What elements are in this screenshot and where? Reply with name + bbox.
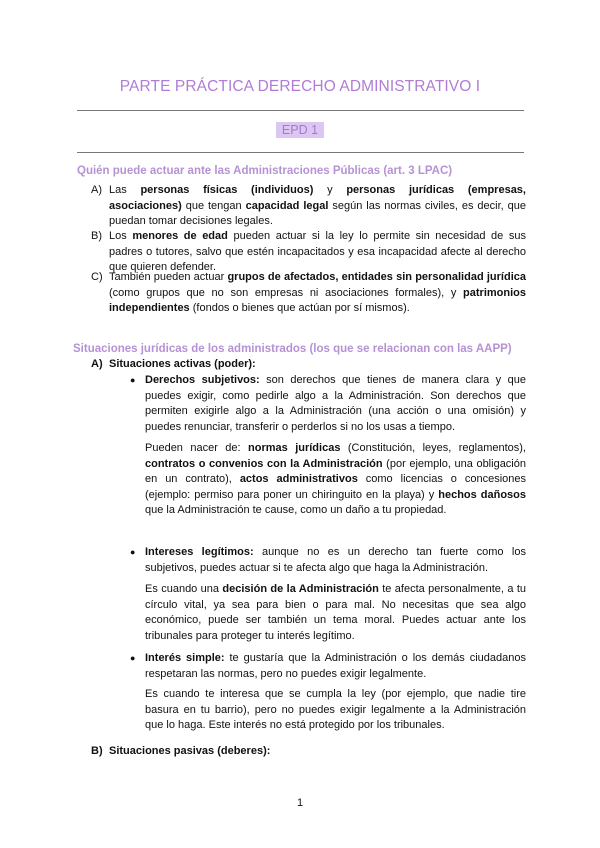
bullet-icon: ● <box>130 547 136 557</box>
bullet-icon: ● <box>130 375 136 385</box>
paragraph: Es cuando te interesa que se cumpla la ley (por ejemplo, que nadie tire basura en tu barrio), pero no puedes exigir legalmente a la Administración que lo haga. Este interés no está protegido por los tribunales. <box>145 688 526 731</box>
item-marker: B) <box>91 230 102 242</box>
subsection-marker: A) <box>91 358 103 370</box>
list-item: Derechos subjetivos: son derechos que tienes de manera clara y que puedes exigir, como pedirle algo a la Administración. Son derechos que permiten exigirle algo a la Administración (una acción o una omisión) y puedes renunciar, transferir o perderlos si no los usas a tiempo. <box>145 374 526 433</box>
document-title: PARTE PRÁCTICA DERECHO ADMINISTRATIVO I <box>119 78 481 95</box>
item-marker: A) <box>91 184 102 196</box>
epd-divider <box>77 152 524 153</box>
subsection-title-active: Situaciones activas (poder): <box>109 358 256 370</box>
paragraph: Pueden nacer de: normas jurídicas (Constitución, leyes, reglamentos), contratos o convenios con la Administración (por ejemplo, una obligación en un contrato), actos administrativos como licencias o concesiones (ejemplo: permiso para poner un chiringuito en la playa) y hechos dañosos que la Administración te cause, como un daño a tu propiedad. <box>145 442 526 516</box>
list-item: Intereses legítimos: aunque no es un derecho tan fuerte como los subjetivos, puedes actuar si te afecta algo que haga la Administración. <box>145 546 526 574</box>
item-marker: C) <box>91 271 103 283</box>
bullet-icon: ● <box>130 653 136 663</box>
list-item: Los menores de edad pueden actuar si la ley lo permite sin necesidad de sus padres o tutores, salvo que estén incapacitados y esa incapacidad afecte al derecho que quieren defender. <box>109 230 526 273</box>
title-divider <box>77 110 524 111</box>
epd-label: EPD 1 <box>276 122 324 138</box>
subsection-marker: B) <box>91 745 103 757</box>
subsection-title-passive: Situaciones pasivas (deberes): <box>109 745 271 757</box>
section-heading-situations: Situaciones jurídicas de los administrados (los que se relacionan con las AAPP) <box>73 343 512 355</box>
list-item: Interés simple: te gustaría que la Administración o los demás ciudadanos respetaran las normas, pero no puedes exigir legalmente. <box>145 652 526 680</box>
list-item: Las personas físicas (individuos) y personas jurídicas (empresas, asociaciones) que tengan capacidad legal según las normas civiles, es decir, que puedan tomar decisiones legales. <box>109 184 526 227</box>
paragraph: Es cuando una decisión de la Administración te afecta personalmente, a tu círculo vital, ya sea para bien o para mal. No necesitas que sea algo económico, puede ser también un tema moral. Puedes actuar ante los tribunales para proteger tu interés legítimo. <box>145 583 526 642</box>
list-item: También pueden actuar grupos de afectados, entidades sin personalidad jurídica (como grupos que no son empresas ni asociaciones formales), y patrimonios independientes (fondos o bienes que actúan por sí mismos). <box>109 271 526 314</box>
page-number: 1 <box>296 797 304 809</box>
section-heading-actors: Quién puede actuar ante las Administraciones Públicas (art. 3 LPAC) <box>77 165 453 177</box>
